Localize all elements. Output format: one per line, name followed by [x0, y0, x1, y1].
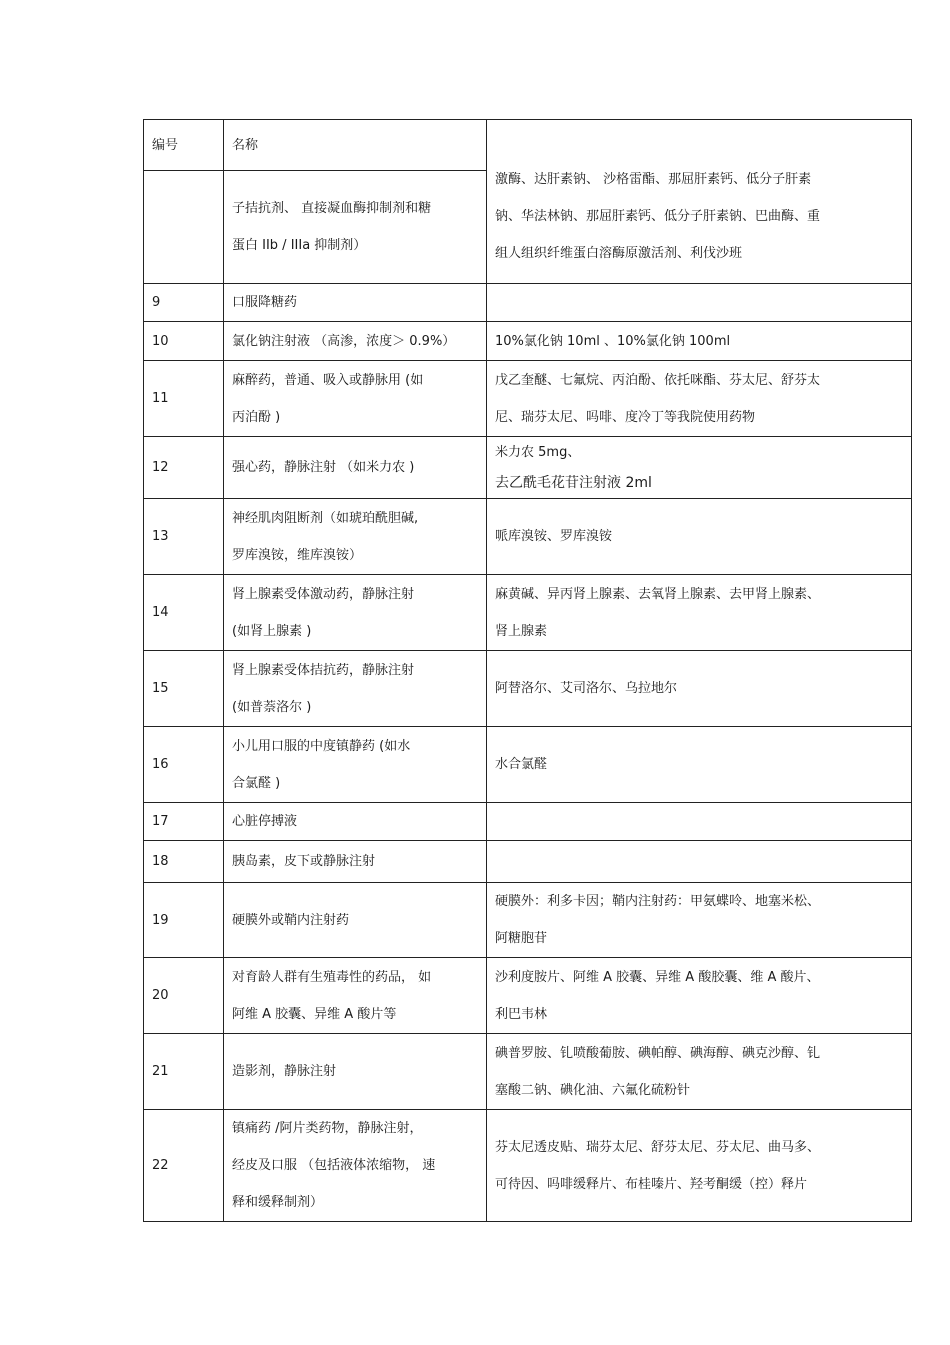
name-line: 造影剂，静脉注射	[232, 1064, 337, 1079]
name-line: (如肾上腺素 )	[232, 623, 312, 639]
row-name	[224, 651, 487, 727]
row-name	[224, 841, 487, 883]
name-line: 口服降糖药	[232, 295, 298, 310]
drugs-line: 钠、华法林钠、那屈肝素钙、低分子肝素钠、巴曲酶、重	[495, 209, 821, 224]
name-line: 胰岛素，皮下或静脉注射	[232, 854, 376, 869]
row-name	[224, 1034, 487, 1110]
row-num: 17	[144, 803, 224, 841]
drugs-line: 沙利度胺片、阿维 A 胶囊、异维 A 酸胶囊、维 A 酸片、	[495, 969, 820, 985]
row-num: 18	[144, 841, 224, 883]
row-drugs	[487, 1110, 912, 1222]
row-name	[224, 171, 487, 284]
table-row	[144, 803, 912, 841]
table-row	[144, 727, 912, 803]
row-num: 22	[144, 1110, 224, 1222]
row-name	[224, 883, 487, 958]
row-num: 13	[144, 499, 224, 575]
name-line: 经皮及口服 （包括液体浓缩物， 速	[232, 1158, 436, 1173]
drugs-line: 阿糖胞苷	[495, 931, 548, 946]
row-num: 21	[144, 1034, 224, 1110]
row-drugs	[487, 499, 912, 575]
row-num: 11	[144, 361, 224, 437]
name-line: 对育龄人群有生殖毒性的药品， 如	[232, 969, 432, 985]
row-drugs	[487, 803, 912, 841]
table-row	[144, 284, 912, 322]
drugs-line: 阿替洛尔、艾司洛尔、乌拉地尔	[495, 681, 678, 696]
row-drugs	[487, 575, 912, 651]
row-drugs	[487, 727, 912, 803]
drugs-line: 组人组织纤维蛋白溶酶原激活剂、利伐沙班	[495, 246, 743, 261]
row-name	[224, 958, 487, 1034]
drugs-line: 10%氯化钠 10ml 、10%氯化钠 100ml	[495, 333, 731, 349]
row-drugs	[487, 841, 912, 883]
drugs-line: 戊乙奎醚、七氟烷、丙泊酚、依托咪酯、芬太尼、舒芬太	[495, 372, 821, 388]
drugs-line: 可待因、吗啡缓释片、布桂嗪片、羟考酮缓（控）释片	[495, 1176, 808, 1192]
name-line: 硬膜外或鞘内注射药	[232, 912, 350, 928]
drugs-line: 去乙酰毛花苷注射液 2ml	[495, 474, 652, 491]
name-line: 小儿用口服的中度镇静药 (如水	[232, 738, 411, 754]
row-name	[224, 499, 487, 575]
table-row	[144, 322, 912, 361]
name-line: 麻醉药，普通、吸入或静脉用 (如	[232, 372, 424, 388]
row-num	[144, 171, 224, 284]
row-drugs	[487, 1034, 912, 1110]
row-drugs	[487, 437, 912, 499]
name-line: 氯化钠注射液 （高渗，浓度＞ 0.9%）	[232, 333, 456, 349]
name-line: 强心药，静脉注射 （如米力农 )	[232, 460, 415, 475]
drugs-line: 尼、瑞芬太尼、吗啡、度冷丁等我院使用药物	[495, 409, 756, 425]
table-row	[144, 883, 912, 958]
drugs-line: 激酶、达肝素钠、 沙格雷酯、那屈肝素钙、低分子肝素	[495, 172, 812, 187]
name-line: 神经肌肉阻断剂（如琥珀酰胆碱,	[232, 510, 419, 526]
drugs-line: 硬膜外：利多卡因；鞘内注射药：甲氨蝶呤、地塞米松、	[495, 894, 821, 909]
row-name	[224, 575, 487, 651]
name-line: 肾上腺素受体拮抗药，静脉注射	[232, 662, 415, 678]
name-line: 释和缓释制剂）	[232, 1195, 324, 1210]
name-line: 合氯醛 )	[232, 775, 281, 791]
table-row	[144, 1110, 912, 1222]
row-name	[224, 437, 487, 499]
drugs-line: 水合氯醛	[495, 757, 548, 772]
header-row	[144, 120, 912, 171]
table-row	[144, 841, 912, 883]
drugs-line: 哌库溴铵、罗库溴铵	[495, 529, 613, 544]
row-num: 20	[144, 958, 224, 1034]
row-name	[224, 322, 487, 361]
row-num: 16	[144, 727, 224, 803]
table-row	[144, 575, 912, 651]
table-row	[144, 499, 912, 575]
drugs-cell-continued	[487, 120, 912, 284]
drug-table	[143, 119, 912, 1222]
drugs-line: 碘普罗胺、钆喷酸葡胺、碘帕醇、碘海醇、碘克沙醇、钆	[495, 1045, 821, 1061]
row-num: 14	[144, 575, 224, 651]
table-row	[144, 958, 912, 1034]
row-name	[224, 803, 487, 841]
name-line: 罗库溴铵，维库溴铵）	[232, 547, 363, 563]
row-num: 9	[144, 284, 224, 322]
drugs-line: 塞酸二钠、碘化油、六氟化硫粉针	[495, 1082, 691, 1098]
name-line: 心脏停搏液	[232, 814, 298, 829]
name-line: (如普萘洛尔 )	[232, 699, 312, 715]
row-drugs	[487, 651, 912, 727]
drugs-line: 米力农 5mg、	[495, 444, 581, 460]
name-line: 丙泊酚 )	[232, 409, 281, 425]
name-line: 蛋白 IIb / IIIa 抑制剂）	[232, 238, 367, 253]
drugs-line: 麻黄碱、异丙肾上腺素、去氧肾上腺素、去甲肾上腺素、	[495, 586, 821, 602]
header-num: 编号	[144, 120, 224, 171]
row-name	[224, 727, 487, 803]
row-num: 15	[144, 651, 224, 727]
row-num: 19	[144, 883, 224, 958]
row-name	[224, 284, 487, 322]
row-drugs	[487, 322, 912, 361]
name-line: 阿维 A 胶囊、异维 A 酸片等	[232, 1006, 397, 1022]
row-drugs	[487, 883, 912, 958]
table-row	[144, 651, 912, 727]
name-line: 镇痛药 /阿片类药物，静脉注射，	[232, 1121, 423, 1136]
drugs-line: 利巴韦林	[495, 1006, 548, 1022]
drugs-line: 肾上腺素	[495, 623, 548, 639]
table-row	[144, 361, 912, 437]
table-row	[144, 437, 912, 499]
table-row	[144, 1034, 912, 1110]
row-drugs	[487, 361, 912, 437]
row-num: 12	[144, 437, 224, 499]
drugs-line: 芬太尼透皮贴、瑞芬太尼、舒芬太尼、芬太尼、曲马多、	[495, 1139, 821, 1155]
header-name: 名称	[224, 120, 487, 171]
row-name	[224, 1110, 487, 1222]
row-drugs	[487, 958, 912, 1034]
row-name	[224, 361, 487, 437]
name-line: 子拮抗剂、 直接凝血酶抑制剂和糖	[232, 201, 432, 216]
row-num: 10	[144, 322, 224, 361]
row-drugs	[487, 284, 912, 322]
name-line: 肾上腺素受体激动药，静脉注射	[232, 586, 415, 602]
